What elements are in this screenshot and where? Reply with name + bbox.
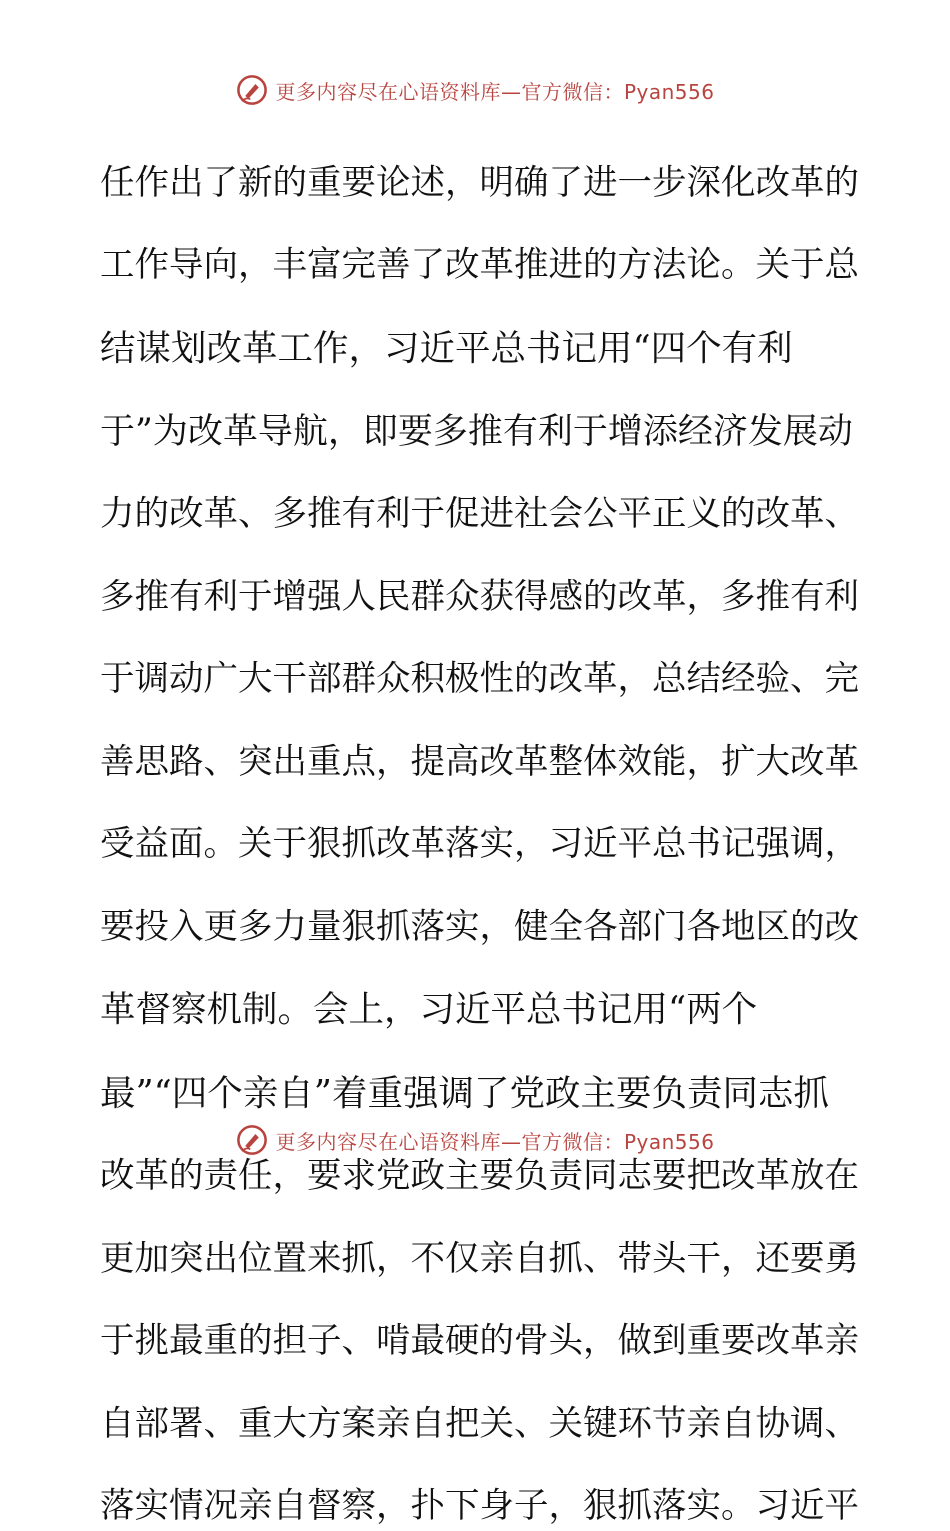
header-banner-text: 更多内容尽在心语资料库—官方微信：Pyan556 <box>275 79 715 104</box>
handwriting-pen-logo-icon <box>235 73 269 107</box>
paragraph-line: 任作出了新的重要论述，明确了进一步深化改革的 <box>100 162 859 203</box>
paragraph-line: 最”“四个亲自”着重强调了党政主要负责同志抓 <box>100 1072 829 1114</box>
paragraph-line: 多推有利于增强人民群众获得感的改革，多推有利 <box>100 576 859 617</box>
paragraph-line: 于调动广大干部群众积极性的改革，总结经验、完 <box>100 659 859 699</box>
paragraph-line: 要投入更多力量狠抓落实，健全各部门各地区的改 <box>100 906 859 947</box>
footer-banner <box>0 1118 950 1162</box>
handwriting-pen-logo-icon <box>235 1123 269 1157</box>
paragraph-line: 于挑最重的担子、啃最硬的骨头，做到重要改革亲 <box>100 1321 859 1361</box>
paragraph-line: 工作导向，丰富完善了改革推进的方法论。关于总 <box>100 245 859 285</box>
paragraph-line: 于”为改革导航，即要多推有利于增添经济发展动 <box>100 411 853 452</box>
footer-banner-text: 更多内容尽在心语资料库—官方微信：Pyan556 <box>275 1129 715 1154</box>
paragraph-line: 改革的责任，要求党政主要负责同志要把改革放在 <box>100 1156 859 1196</box>
paragraph-line: 更加突出位置来抓，不仅亲自抓、带头干，还要勇 <box>100 1238 859 1279</box>
paragraph-line: 善思路、突出重点，提高改革整体效能，扩大改革 <box>100 741 859 782</box>
document-body <box>100 124 860 1531</box>
paragraph-line: 自部署、重大方案亲自把关、关键环节亲自协调、 <box>100 1403 859 1444</box>
paragraph-line: 革督察机制。会上，习近平总书记用“两个 <box>100 989 758 1030</box>
paragraph-line: 结谋划改革工作，习近平总书记用“四个有利 <box>100 327 793 369</box>
paragraph-line: 受益面。关于狠抓改革落实，习近平总书记强调， <box>100 824 859 864</box>
header-banner <box>0 68 950 112</box>
paragraph-line: 力的改革、多推有利于促进社会公平正义的改革、 <box>100 494 859 534</box>
paragraph-line: 落实情况亲自督察，扑下身子，狠抓落实。习近平 <box>100 1486 859 1526</box>
